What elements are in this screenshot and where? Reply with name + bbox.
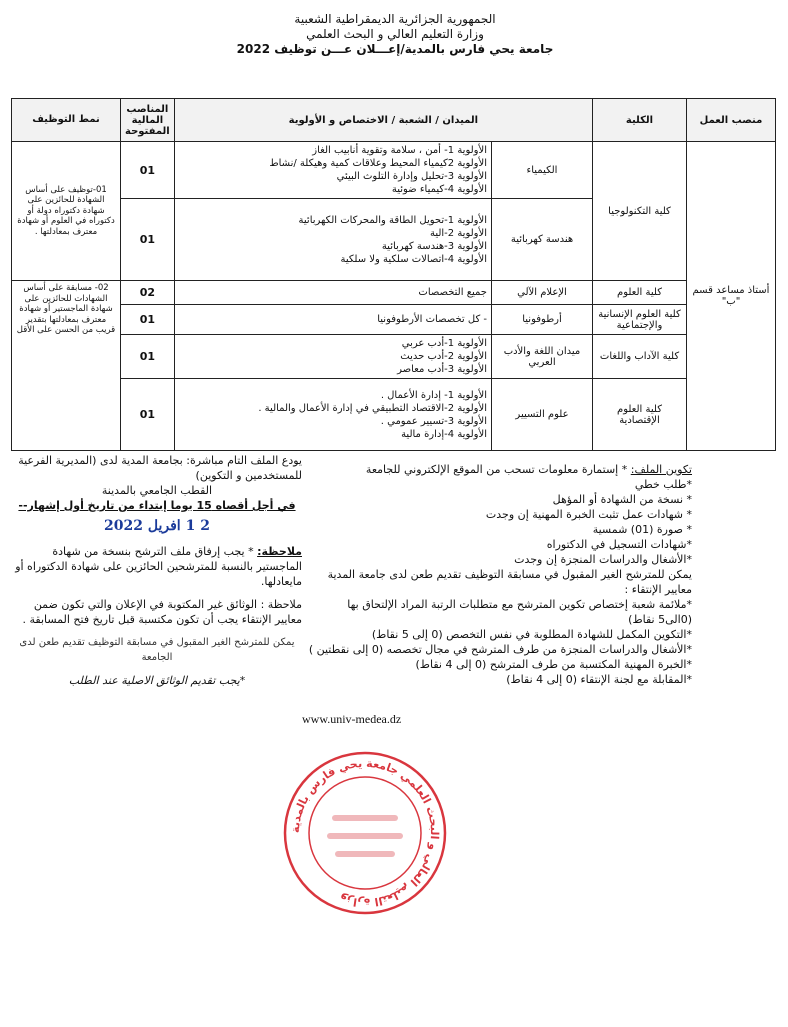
list-item: *شهادات التسجيل في الدكتوراه [546, 538, 692, 551]
priorities-cell [174, 142, 491, 199]
list-item: * نسخة من الشهادة أو المؤهل [552, 493, 692, 506]
header-posts: المناصب المالية المفتوحة [121, 99, 175, 142]
table-row [12, 281, 776, 305]
header-mode: نمط التوظيف [12, 99, 121, 142]
document-header [180, 12, 610, 57]
table-row [12, 142, 776, 199]
posts-cell: 02 [121, 281, 175, 305]
priority-item: - كل تخصصات الأرطوفونيا [377, 314, 487, 325]
priority-item: الأولوية 1-تحويل الطاقة والمحركات الكهربائية [298, 214, 487, 226]
faculty-cell: كلية الآداب واللغات [593, 335, 687, 379]
priority-item: الأولوية 3-تسيير عمومي . [380, 415, 487, 427]
file-composition-title: تكوين الملف: [630, 463, 692, 476]
priority-item: الأولوية 2-الية [429, 227, 487, 239]
table-row [12, 379, 776, 451]
deposit-office: القطب الجامعي بالمدينة [101, 484, 213, 497]
list-item: يمكن للمترشح الغير المقبول في مسابقة التوظيف تقديم طعن لدى جامعة المدية [327, 568, 692, 581]
table-header-row [12, 99, 776, 142]
priority-item: الأولوية 1- أمن ، سلامة وتقوية أنابيب الغاز [312, 145, 487, 156]
priority-item: الأولوية 2-الاقتصاد التطبيقي في إدارة الأعمال والمالية . [258, 402, 487, 414]
priorities-cell [174, 305, 491, 335]
posts-cell: 01 [121, 305, 175, 335]
priorities-cell [174, 335, 491, 379]
priority-item: الأولوية 2-أدب حديث [400, 351, 487, 362]
specialty-cell: أرطوفونيا [492, 305, 593, 335]
header-field: الميدان / الشعبة / الاختصاص و الأولوية [174, 99, 592, 142]
handwritten-date: 2 1 افريل 2022 [104, 518, 210, 534]
priority-item: جميع التخصصات [418, 287, 487, 298]
priority-item: الأولوية 4-إدارة مالية [401, 428, 487, 440]
note2-text: ملاحظة : الوثائق غير المكتوبة في الإعلان والتي تكون ضمن معايير الإنتقاء يجب أن تكون مكتسبة قبل تاريخ فتح المسابقة . [22, 598, 302, 626]
originals-note: *يجب تقديم الوثائق الاصلية عند الطلب [68, 674, 246, 687]
list-item: *ملائمة شعبة إختصاص تكوين المترشح مع متطلبات الرتبة المراد الإلتحاق بها [347, 598, 692, 611]
list-item: *الأشغال والدراسات المنجزة من طرف المترشح في مجال تخصصه (0 إلى نقطتين ) [308, 643, 692, 656]
priority-item: الأولوية 1- إدارة الأعمال . [380, 389, 487, 401]
priority-item: الأولوية 3-هندسة كهربائية [381, 240, 487, 252]
faculty-cell: كلية التكنولوجيا [593, 142, 687, 281]
list-item: * صورة (01) شمسية [592, 523, 692, 536]
faculty-cell: كلية العلوم [593, 281, 687, 305]
table-row [12, 305, 776, 335]
header-job: منصب العمل [687, 99, 776, 142]
priority-item: الأولوية 4-اتصالات سلكية ولا سلكية [340, 253, 487, 265]
deposit-deadline: في أجل أقصاه 15 يوما إبتداء من تاريخ أول إشهار-- [18, 499, 296, 512]
posts-cell: 01 [121, 335, 175, 379]
list-item: *المقابلة مع لجنة الإنتقاء (0 إلى 4 نقاط) [506, 673, 692, 686]
note1-text: * يجب إرفاق ملف الترشح بنسخة من شهادة الماجستير بالنسبة للمترشحين الحائزين على شهادة الدكتوراه أو مايعادلها. [15, 545, 302, 588]
header-republic: الجمهورية الجزائرية الديمقراطية الشعبية [294, 12, 496, 26]
file-composition-intro: * إستمارة معلومات تسحب من الموقع الإلكتروني للجامعة [365, 463, 628, 476]
specialty-cell: علوم التسيير [492, 379, 593, 451]
priorities-cell [174, 379, 491, 451]
list-item: *الخبرة المهنية المكتسبة من طرف المترشح (0 إلى 4 نقاط) [415, 658, 692, 671]
priority-item: الأولوية 2كيمياء المحيط وعلاقات كمية وهيكلة /نشاط [269, 158, 487, 169]
deposit-text: يودع الملف التام مباشرة: بجامعة المدية لدى (المديرية الفرعية للمستخدمين و التكوين) [18, 454, 302, 482]
priority-item: الأولوية 3-أدب معاصر [397, 364, 487, 375]
list-item: * شهادات عمل تثبت الخبرة المهنية إن وجدت [485, 508, 692, 521]
priorities-cell [174, 199, 491, 281]
priority-item: الأولوية 1-أدب عربي [401, 338, 487, 349]
header-faculty: الكلية [593, 99, 687, 142]
priorities-cell [174, 281, 491, 305]
list-item: *التكوين المكمل للشهادة المطلوبة في نفس التخصص (0 إلى 5 نقاط) [371, 628, 692, 641]
specialty-cell: الإعلام الآلي [492, 281, 593, 305]
posts-cell: 01 [121, 199, 175, 281]
faculty-cell: كلية العلوم الإقتصادية [593, 379, 687, 451]
header-announcement: جامعة يحي فارس بالمدية/إعـــلان عـــن توظيف 2022 [236, 42, 554, 56]
deposit-and-notes-section [12, 453, 302, 688]
priority-item: الأولوية 4-كيمياء ضوئية [391, 184, 487, 195]
criteria-title: معايير الإنتقاء : [624, 583, 692, 596]
recruit-mode-2: 02- مسابقة على أساس الشهادات للحائزين على شهادة الماجستير أو شهادة معترف بمعادلتها بتقدير قريب من الحسن على الأقل [12, 281, 121, 451]
posts-cell: 01 [121, 142, 175, 199]
university-seal [280, 748, 450, 918]
list-item: *طلب خطي [634, 478, 692, 491]
specialty-cell: هندسة كهربائية [492, 199, 593, 281]
faculty-cell: كلية العلوم الإنسانية والإجتماعية [593, 305, 687, 335]
table-row [12, 335, 776, 379]
specialty-cell: ميدان اللغة والأدب العربي [492, 335, 593, 379]
posts-cell: 01 [121, 379, 175, 451]
positions-table [11, 98, 776, 451]
seal-text: وزارة التعليم العالي و البحث العلمي جامعة يحي فارس بالمدية [288, 756, 442, 910]
list-item: *الأشغال والدراسات المنجزة إن وجدت [514, 553, 692, 566]
note1-label: ملاحظة: [257, 545, 302, 558]
job-title-cell: أستاذ مساعد قسم "ب" [687, 142, 776, 451]
list-item: (0الى5 نقاط) [628, 613, 692, 626]
specialty-cell: الكيمياء [492, 142, 593, 199]
website-url: www.univ-medea.dz [302, 712, 402, 726]
recruit-mode-1: 01-توظيف على أساس الشهادة للحائزين على شهادة دكتوراه دولة أو دكتوراه في العلوم أو شهادة معترف بمعادلتها . [12, 142, 121, 281]
appeal-note: يمكن للمترشح الغير المقبول في مسابقة التوظيف تقديم طعن لدى الجامعة [19, 637, 295, 663]
header-ministry: وزارة التعليم العالي و البحث العلمي [306, 27, 484, 41]
file-composition-section [300, 462, 692, 687]
priority-item: الأولوية 3-تحليل وإدارة التلوث البيئي [336, 171, 487, 182]
